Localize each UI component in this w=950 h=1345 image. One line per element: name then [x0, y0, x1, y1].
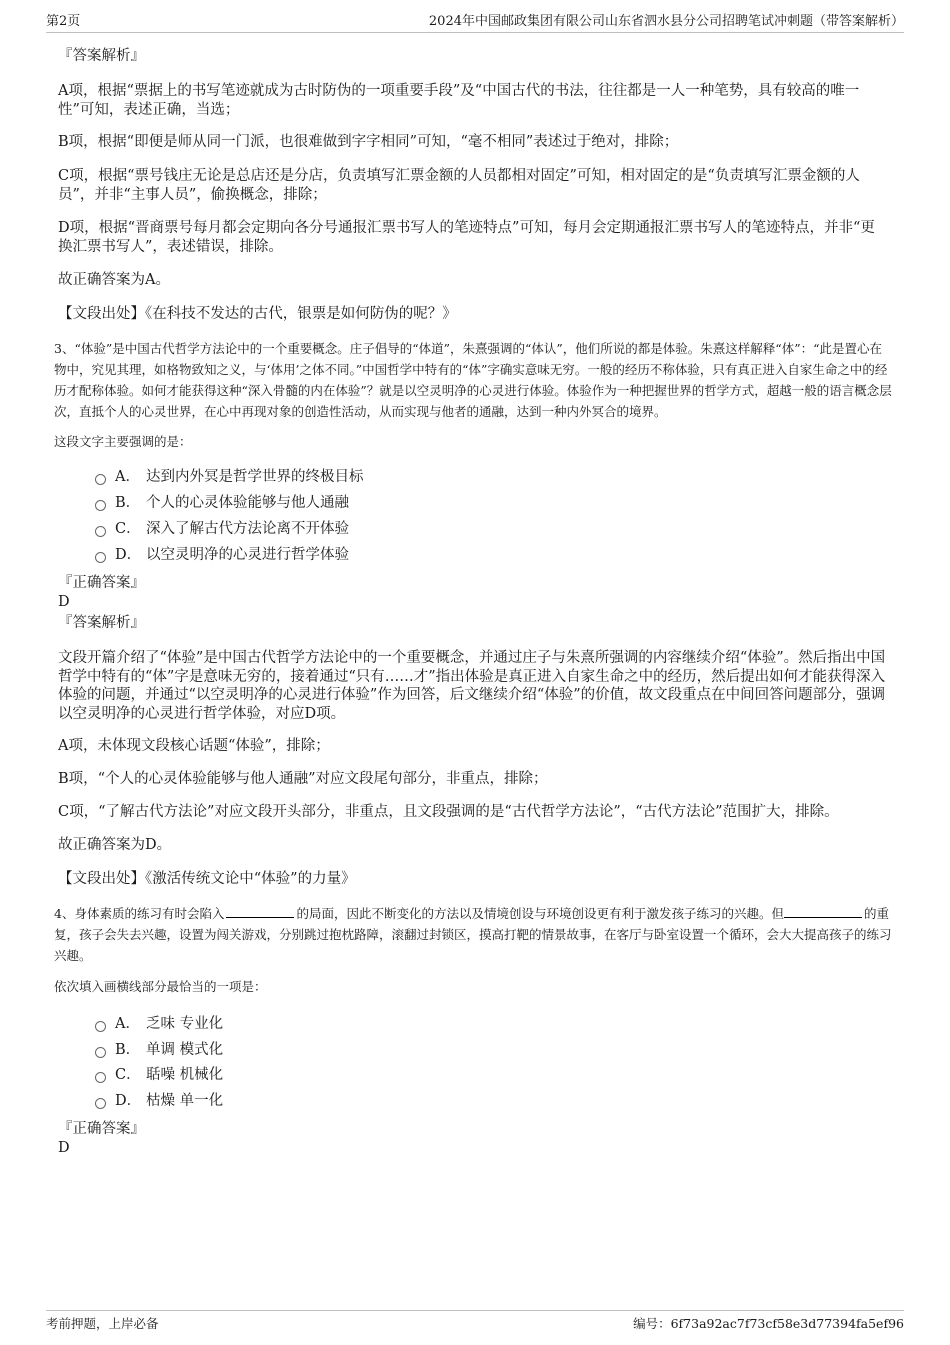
q4-answer: D: [58, 1140, 70, 1156]
radio-icon[interactable]: [95, 552, 106, 563]
radio-icon[interactable]: [95, 500, 106, 511]
q3-option-d[interactable]: D． 以空灵明净的心灵进行哲学体验: [95, 544, 349, 566]
q3-conclusion: 故正确答案为D。: [58, 837, 172, 853]
radio-icon[interactable]: [95, 526, 106, 537]
q2-analysis-label: 『答案解析』: [58, 48, 145, 64]
q3-answer: D: [58, 594, 70, 610]
q4-option-d[interactable]: D． 枯燥 单一化: [95, 1090, 223, 1112]
q4-option-a[interactable]: A． 乏味 专业化: [95, 1013, 223, 1035]
q3-analysis-b: B项，“个人的心灵体验能够与他人通融”对应文段尾句部分，非重点，排除；: [58, 771, 548, 787]
q3-analysis-c: C项，“了解古代方法论”对应文段开头部分，非重点，且文段强调的是“古代哲学方法论”，“古代方法论”范围扩大，排除。: [58, 804, 839, 820]
q2-analysis-b: B项，根据“即便是师从同一门派，也很难做到字字相同”可知，“毫不相同”表述过于绝对，排除；: [58, 134, 679, 150]
page-footer: [46, 1310, 904, 1333]
page-number: 第2页: [46, 14, 81, 29]
q3-stem: 3、“体验”是中国古代哲学方法论中的一个重要概念。庄子倡导的“体道”，朱熹强调的“体认”，他们所说的都是体验。朱熹这样解释“体”：“此是置心在物中，究见其理，如格物致知之义，与‘体用’之体不同。”中国哲学中特有的“体”字确实意味无穷。一般的经历不称体验，只有真正进入自家生命之中的经历才配称体验。如何才能获得这种“深入骨髓的内在体验”？就是以空灵明净的心灵进行体验。体验作为一种把握世界的哲学方式，超越一般的语言概念层次，直抵个人的心灵世界，在心中再现对象的创造性活动，从而实现与他者的通融，达到一种内外冥合的境界。: [54, 341, 892, 419]
q3-answer-label: 『正确答案』: [58, 575, 145, 591]
q4-option-c[interactable]: C． 聒噪 机械化: [95, 1064, 223, 1086]
radio-icon[interactable]: [95, 1072, 106, 1083]
q3-option-c[interactable]: C． 深入了解古代方法论离不开体验: [95, 518, 349, 540]
q3-prompt: 这段文字主要强调的是：: [54, 434, 192, 449]
blank-1: [226, 905, 294, 918]
document-id: 编号：6f73a92ac7f73cf58e3d77394fa5ef96: [633, 1316, 904, 1331]
q2-conclusion: 故正确答案为A。: [58, 272, 170, 288]
radio-icon[interactable]: [95, 474, 106, 485]
radio-icon[interactable]: [95, 1098, 106, 1109]
q3-analysis-a: A项，未体现文段核心话题“体验”，排除；: [58, 738, 330, 754]
blank-2: [784, 905, 862, 918]
q2-source: 【文段出处】《在科技不发达的古代，银票是如何防伪的呢？》: [58, 306, 457, 322]
q3-option-b[interactable]: B． 个人的心灵体验能够与他人通融: [95, 492, 349, 514]
q2-analysis-d: D项，根据“晋商票号每月都会定期向各分号通报汇票书写人的笔迹特点”可知，每月会定期通报汇票书写人的笔迹特点，并非“更换汇票书写人”，表述错误，排除。: [58, 220, 875, 255]
document-title: 2024年中国邮政集团有限公司山东省泗水县分公司招聘笔试冲刺题（带答案解析）: [428, 14, 904, 29]
q3-analysis: 文段开篇介绍了“体验”是中国古代哲学方法论中的一个重要概念，并通过庄子与朱熹所强调的内容继续介绍“体验”。然后指出中国哲学中特有的“体”字是意味无穷的，接着通过“只有……才”指出体验是真正进入自家生命之中的经历，然后提出如何才能获得深入体验的问题，并通过“以空灵明净的心灵进行体验”作为回答，后文继续介绍“体验”的价值，故文段重点在中间回答问题部分，强调以空灵明净的心灵进行哲学体验，对应D项。: [58, 650, 886, 722]
footer-slogan: 考前押题，上岸必备: [46, 1316, 159, 1331]
q4-answer-label: 『正确答案』: [58, 1121, 145, 1137]
q4-option-b[interactable]: B． 单调 模式化: [95, 1039, 223, 1061]
radio-icon[interactable]: [95, 1021, 106, 1032]
q3-source: 【文段出处】《激活传统文论中“体验”的力量》: [58, 871, 356, 887]
radio-icon[interactable]: [95, 1047, 106, 1058]
page-header: [46, 12, 904, 33]
q3-option-a[interactable]: A． 达到内外冥是哲学世界的终极目标: [95, 466, 364, 488]
q2-analysis-a: A项，根据“票据上的书写笔迹就成为古时防伪的一项重要手段”及“中国古代的书法，往往都是一人一种笔势，具有较高的唯一性”可知，表述正确，当选；: [58, 83, 860, 118]
q2-analysis-c: C项，根据“票号钱庄无论是总店还是分店，负责填写汇票金额的人员都相对固定”可知，相对固定的是“负责填写汇票金额的人员”，并非“主事人员”，偷换概念，排除；: [58, 168, 860, 203]
q3-analysis-label: 『答案解析』: [58, 615, 145, 631]
q4-prompt: 依次填入画横线部分最恰当的一项是：: [54, 979, 267, 994]
q4-stem: 4、身体素质的练习有时会陷入 的局面，因此不断变化的方法以及情境创设与环境创设更有利于激发孩子练习的兴趣。但 的重复，孩子会失去兴趣，设置为闯关游戏，分别跳过抱枕路障，滚翻过封锁区，摸高打靶的情景故事，在客厅与卧室设置一个循环，会大大提高孩子的练习兴趣。: [54, 906, 892, 963]
